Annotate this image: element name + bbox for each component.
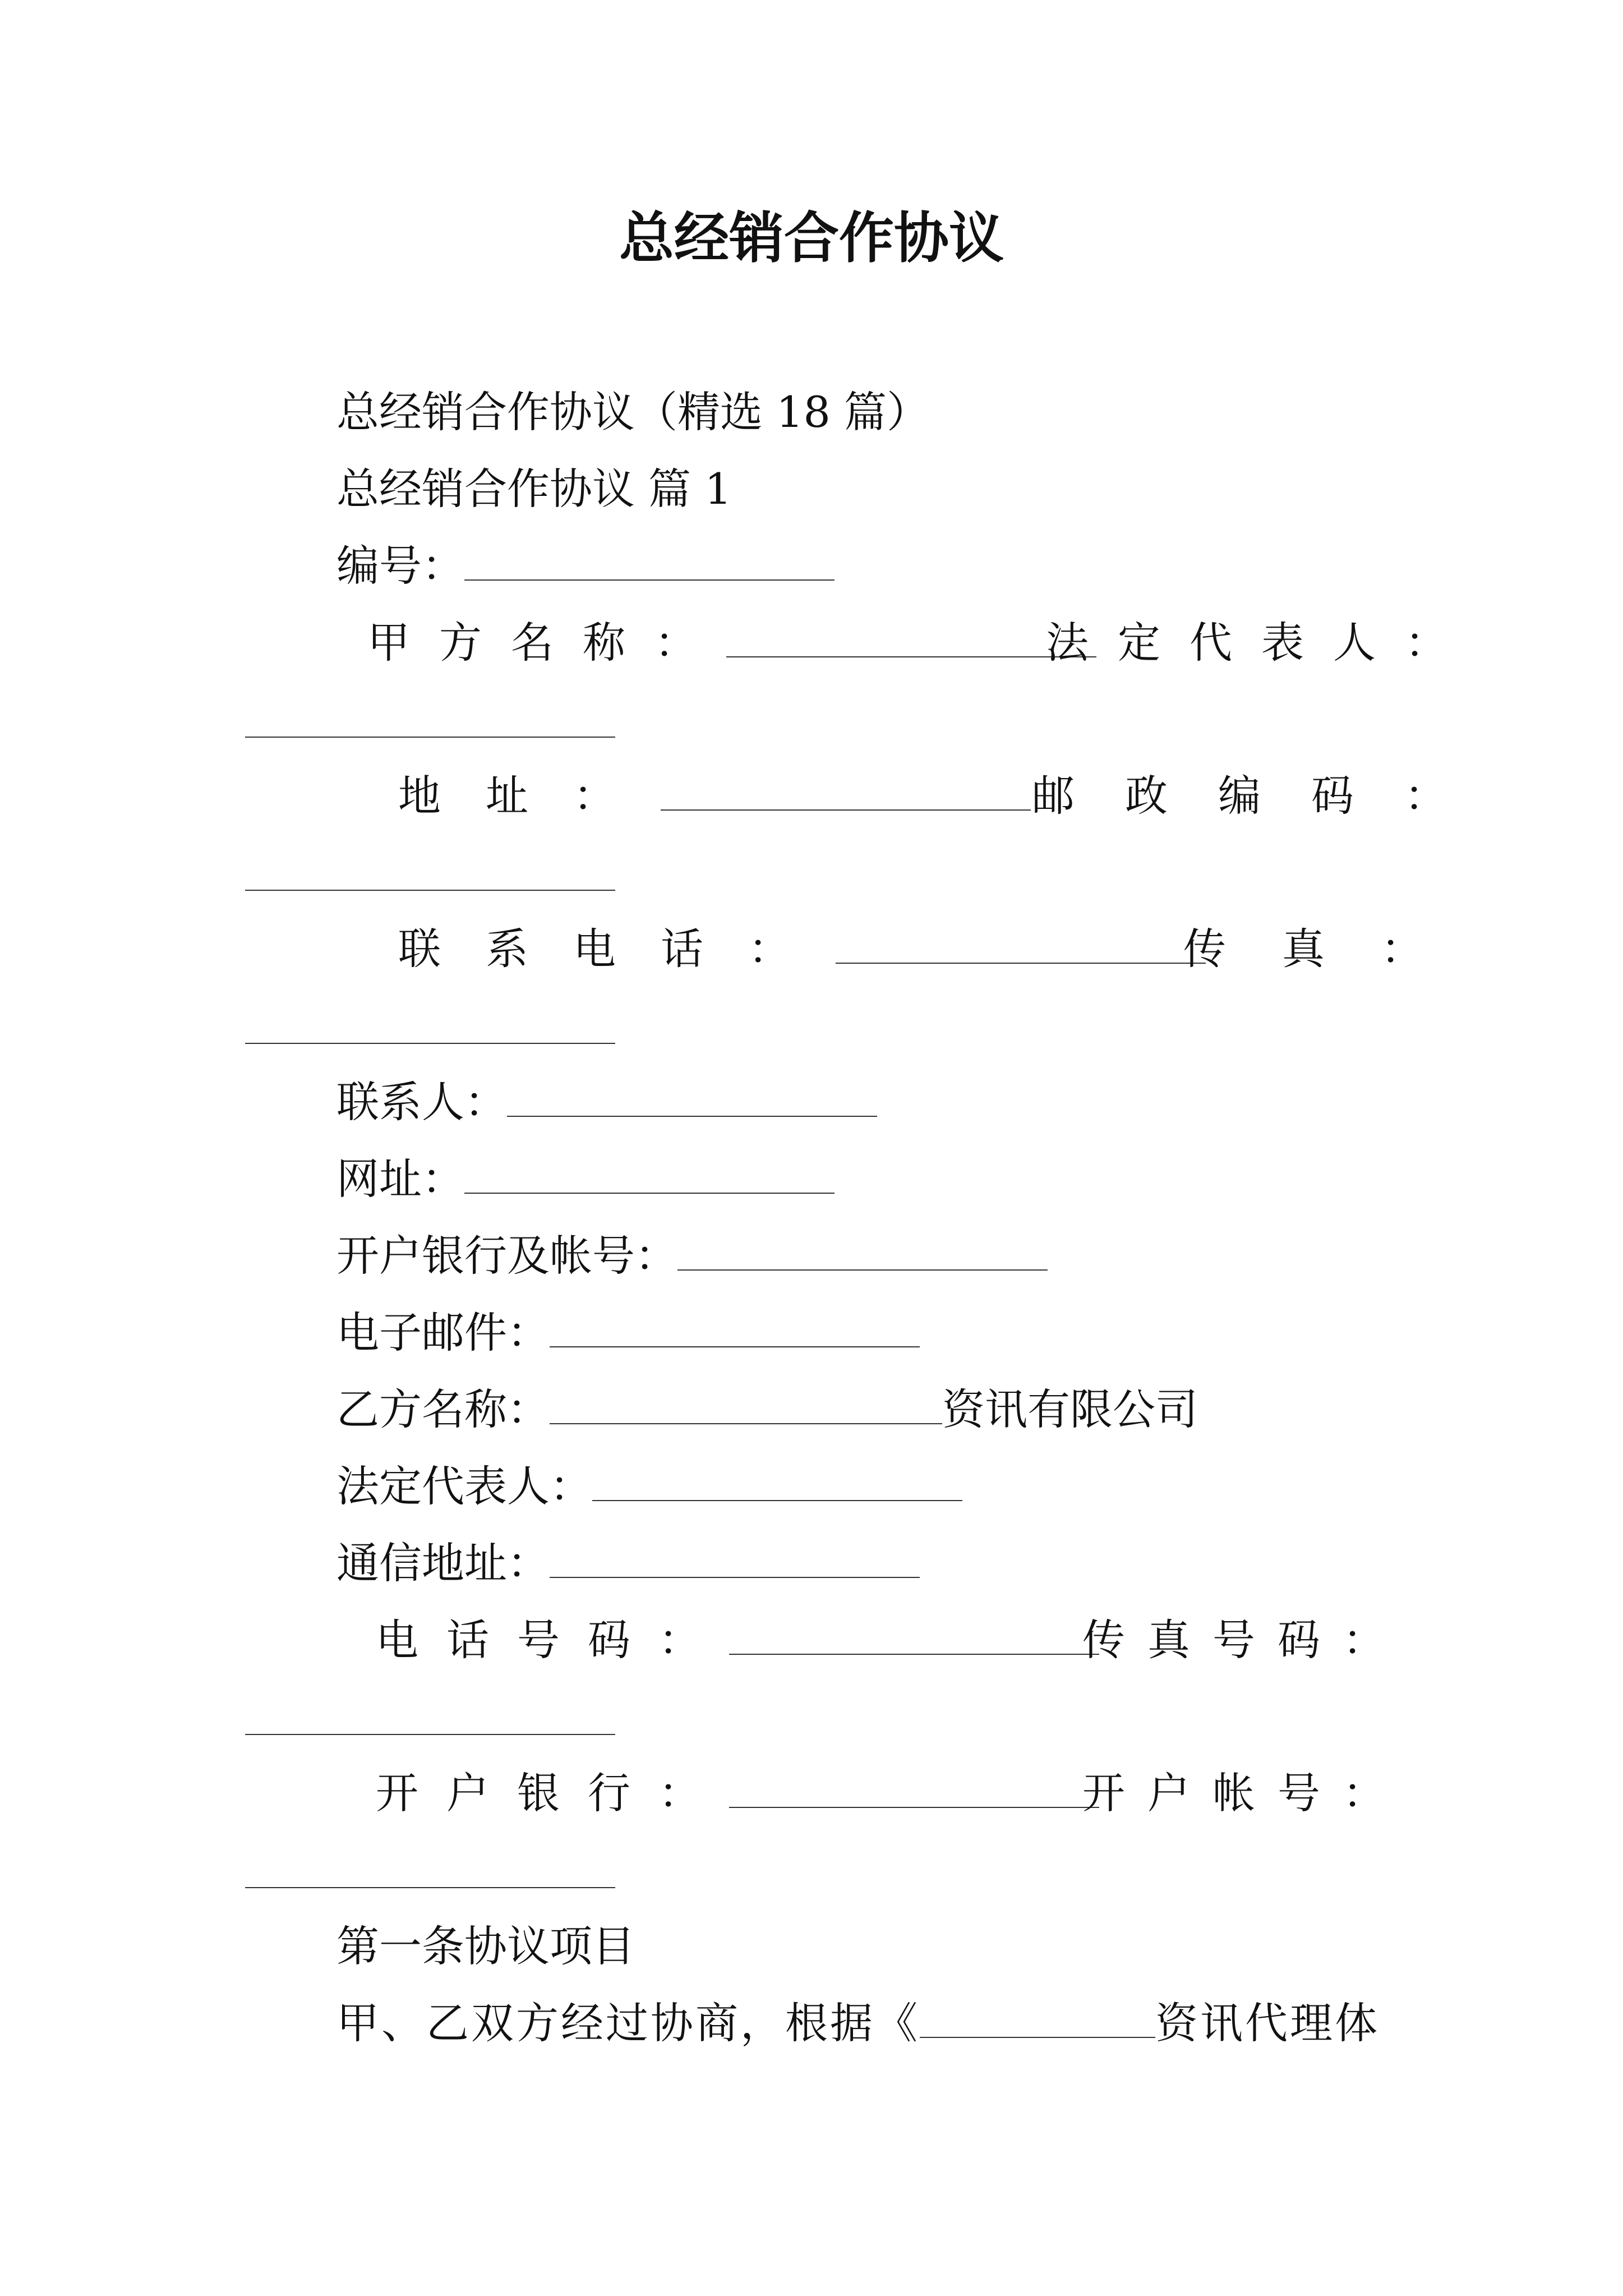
party-a-email-row — [336, 1302, 920, 1364]
party-b-legal-rep-blank[interactable] — [592, 1461, 962, 1501]
party-a-bank-account-row — [336, 1225, 1048, 1287]
party-b-mail-address-row — [336, 1533, 920, 1594]
party-b-name-blank[interactable] — [550, 1384, 942, 1424]
party-b-legal-rep-row — [336, 1456, 962, 1517]
party-b-account-label: 开户帐号： — [1082, 1768, 1408, 1818]
party-a-name-row — [367, 612, 1096, 674]
party-b-phone-label: 电话号码： — [376, 1615, 729, 1665]
document-title: 总经销合作协议 — [619, 206, 1004, 270]
party-a-legal-rep-label: 法定代表人： — [1046, 618, 1477, 668]
party-b-bank-label: 开户银行： — [376, 1768, 729, 1818]
party-a-postcode-label: 邮政编码： — [1032, 771, 1497, 821]
party-a-contact-label: 联系人： — [336, 1077, 507, 1127]
party-a-name-label: 甲方名称： — [367, 618, 726, 668]
party-b-fax-label: 传真号码： — [1082, 1615, 1408, 1665]
article1-text-end: 资讯代理体 — [1155, 1998, 1380, 2048]
number-label: 编号： — [336, 541, 464, 591]
party-b-mail-address-label: 通信地址： — [336, 1538, 550, 1588]
party-a-email-blank[interactable] — [550, 1307, 920, 1347]
party-a-fax-label: 传真： — [1183, 924, 1479, 974]
party-a-address-row — [398, 765, 1031, 827]
party-b-name-label: 乙方名称： — [336, 1384, 550, 1434]
party-a-website-row — [336, 1148, 834, 1210]
party-a-website-label: 网址： — [336, 1154, 464, 1204]
number-row — [336, 535, 834, 597]
party-a-website-blank[interactable] — [464, 1153, 834, 1194]
party-a-bank-account-blank[interactable] — [677, 1230, 1048, 1271]
article1-text-start: 甲、乙双方经过协商，根据《 — [336, 1998, 920, 2048]
party-a-address-blank[interactable] — [661, 770, 1031, 811]
party-a-contact-row — [336, 1071, 877, 1133]
party-a-phone-blank[interactable] — [836, 923, 1206, 964]
party-a-legal-rep-blank[interactable] — [245, 737, 615, 738]
party-b-phone-blank[interactable] — [729, 1614, 1099, 1655]
party-a-phone-row — [398, 918, 1206, 980]
party-b-fax-blank[interactable] — [245, 1734, 615, 1735]
article1-blank[interactable] — [920, 1998, 1155, 2038]
party-a-phone-label: 联系电话： — [398, 924, 836, 974]
party-a-email-label: 电子邮件： — [336, 1308, 550, 1358]
number-blank[interactable] — [464, 540, 834, 581]
party-a-contact-blank[interactable] — [507, 1076, 877, 1117]
article1-heading: 第一条协议项目 — [336, 1921, 635, 1971]
party-b-name-suffix: 资讯有限公司 — [942, 1384, 1198, 1434]
party-a-bank-account-label: 开户银行及帐号： — [336, 1231, 677, 1281]
party-b-name-row — [336, 1379, 1198, 1441]
party-a-fax-blank[interactable] — [245, 1043, 615, 1044]
section-heading: 总经销合作协议 篇 1 — [336, 464, 732, 514]
party-b-mail-address-blank[interactable] — [550, 1538, 920, 1578]
party-b-bank-blank[interactable] — [729, 1768, 1099, 1808]
party-b-phone-row — [376, 1609, 1099, 1671]
party-a-name-blank[interactable] — [726, 617, 1096, 657]
party-a-address-label: 地址： — [398, 771, 661, 821]
party-b-account-blank[interactable] — [245, 1887, 615, 1888]
article1-text — [336, 1993, 1380, 2054]
party-b-legal-rep-label: 法定代表人： — [336, 1461, 592, 1511]
party-b-bank-row — [376, 1763, 1099, 1824]
document-subtitle: 总经销合作协议（精选 18 篇） — [336, 387, 930, 437]
party-a-postcode-blank[interactable] — [245, 890, 615, 891]
